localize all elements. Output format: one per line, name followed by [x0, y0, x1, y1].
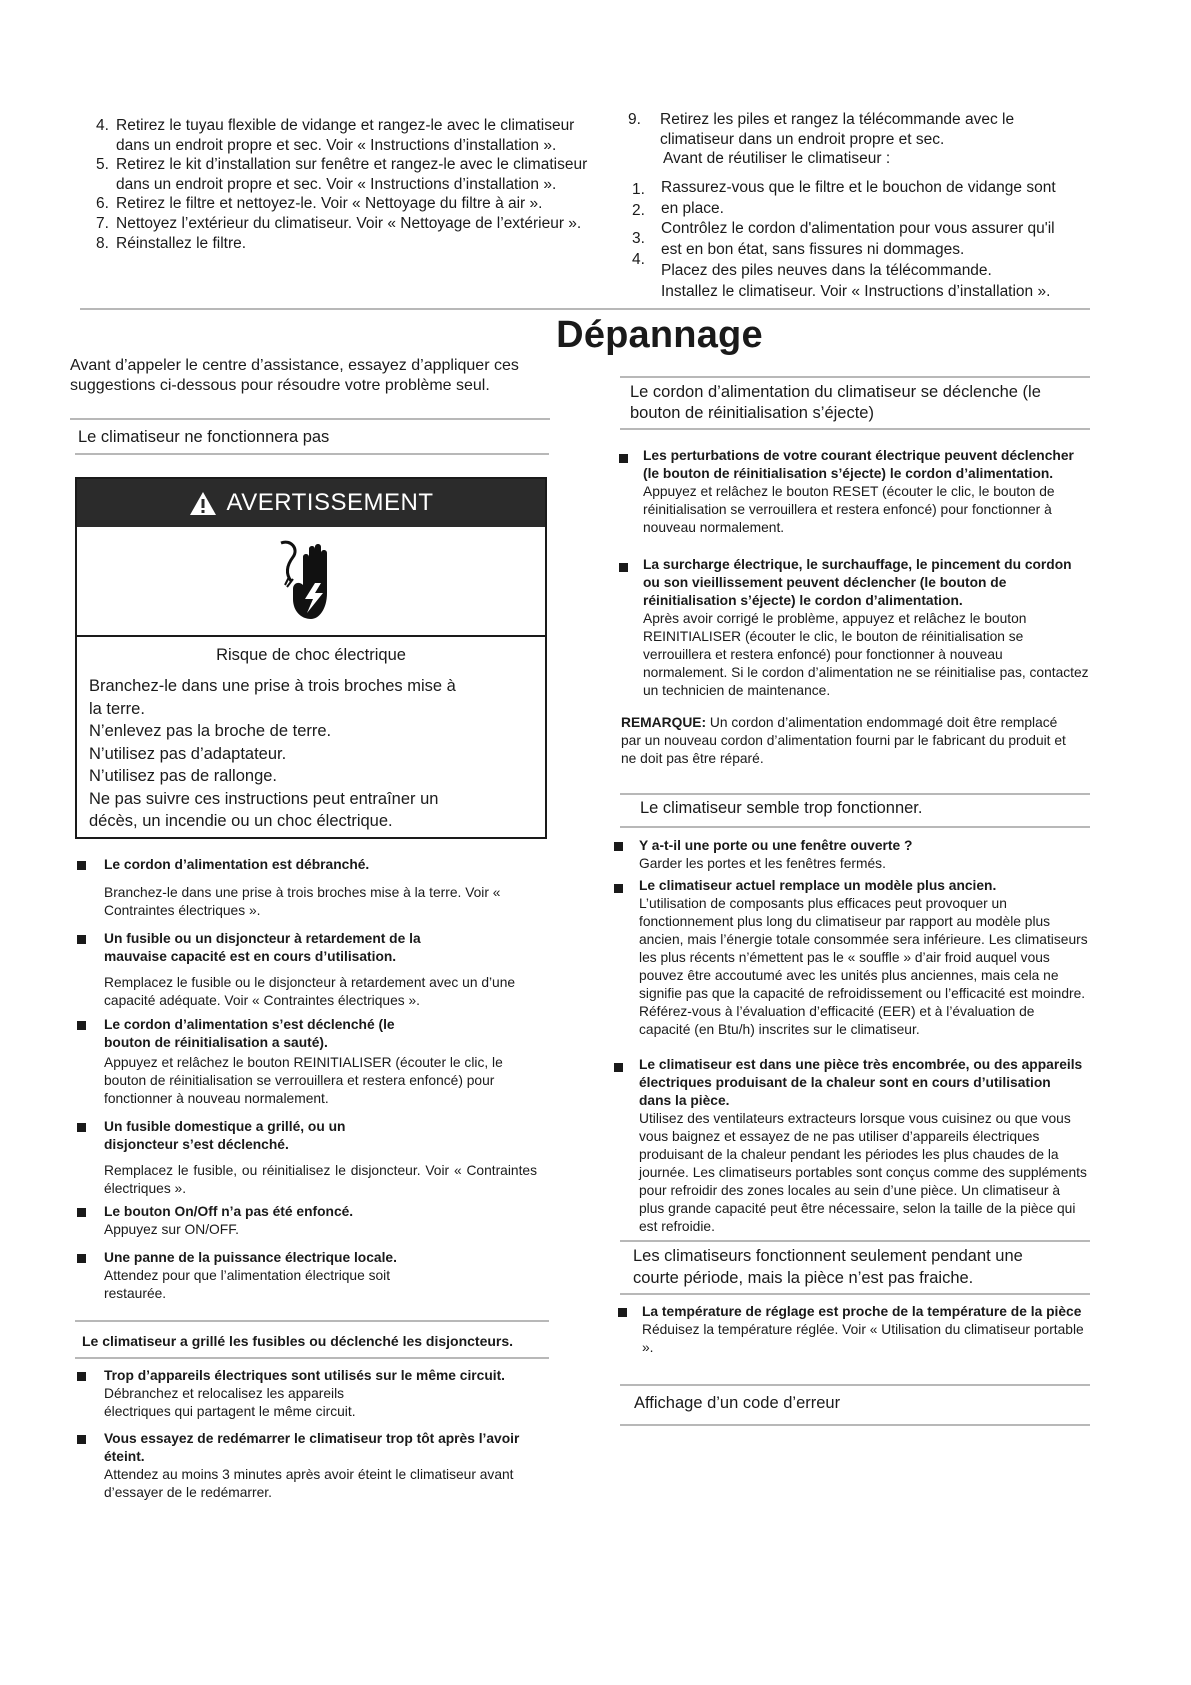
section-divider — [620, 1384, 1090, 1386]
list-item: 8. Réinstallez le filtre. — [96, 234, 247, 252]
bullet-square — [77, 1254, 86, 1263]
top-right-list — [628, 110, 1088, 169]
warning-risk: Risque de choc électrique — [216, 646, 406, 664]
warning-icon-area — [77, 527, 545, 637]
section-heading: Le climatiseur a grillé les fusibles ou déclenché les disjoncteurs. — [82, 1333, 514, 1349]
list-item: Y a-t-il une porte ou une fenêtre ouverte ? Garder les portes et les fenêtres fermés. — [614, 837, 1089, 873]
bullet-square — [619, 563, 628, 572]
list-item: Une panne de la puissance électrique locale. Attendez pour que l’alimentation électrique soit restaurée. — [77, 1249, 537, 1303]
warning-triangle-icon — [189, 491, 217, 516]
list-item: Les perturbations de votre courant électrique peuvent déclencher (le bouton de réinitialisation s’éjecte) le cordon d’alimentation. Appuyez et relâchez le bouton RESET (écouter le clic, le bouton de réinitialisation se verrouillera et restera enfoncé) pour fonctionner à nouveau normalement. — [619, 447, 1089, 537]
intro-divider — [70, 418, 550, 420]
section-divider — [75, 1320, 549, 1322]
bullet-square — [77, 935, 86, 944]
section-divider — [620, 1424, 1090, 1426]
section-heading: Affichage d’un code d’erreur — [634, 1394, 841, 1412]
section-divider — [620, 1240, 1090, 1242]
list-item: La surcharge électrique, le surchauffage, le pincement du cordon ou son vieillissement peuvent déclencher (le bouton de réinitialisation s’éjecte) le cordon d’alimentation. Après avoir corrigé le problème, appuyez et relâchez le bouton REINITIALISER (écouter le clic, le bouton de réinitialisation se verrouillera et restera enfoncé) pour fonctionner à nouveau normalement. Si le cordon d’alimentation ne se réinitialise pas, contactez un technicien de maintenance. — [619, 556, 1089, 700]
list-item: Le cordon d’alimentation s’est déclenché (le bouton de réinitialisation a sauté). Appuyez et relâchez le bouton REINITIALISER (écouter le clic, le bouton de réinitialisation se verrouillera et restera enfoncé) pour fonctionner à nouveau normalement. — [77, 1016, 537, 1108]
intro-text: Avant d’appeler le centre d’assistance, essayez d’appliquer ces suggestions ci-dessous pour résoudre votre problème seul. — [70, 357, 519, 394]
list-item: Vous essayez de redémarrer le climatiseur trop tôt après l’avoir éteint. Attendez au moins 3 minutes après avoir éteint le climatiseur avant d’essayer de le redémarrer. — [77, 1430, 557, 1502]
section-divider — [75, 1357, 549, 1359]
page-title: Dépannage — [556, 314, 763, 356]
section-divider — [620, 1293, 1090, 1295]
list-item: La température de réglage est proche de la température de la pièce Réduisez la température réglée. Voir « Utilisation du climatiseur portable ». — [618, 1303, 1088, 1357]
bullet-square — [77, 1208, 86, 1217]
section-divider — [620, 826, 1090, 828]
reuse-lines: Rassurez-vous que le filtre et le bouchon de vidange sont en place. Contrôlez le cordon d'alimentation pour vous assurer qu'il est en bon état, sans fissures ni dommages. Placez des piles neuves dans la télécommande. Installez le climatiseur. Voir « Instructions d’installation ». — [661, 179, 1056, 300]
list-item: 9. Retirez les piles et rangez la télécommande avec le climatiseur dans un endroit propre et sec. — [628, 111, 1015, 148]
list-item: 6. Retirez le filtre et nettoyez-le. Voir « Nettoyage du filtre à air ». — [96, 195, 543, 213]
list-item: Le bouton On/Off n’a pas été enfoncé. Appuyez sur ON/OFF. — [77, 1203, 537, 1239]
section-heading: Les climatiseurs fonctionnent seulement pendant une courte période, mais la pièce n’est pas fraiche. — [633, 1247, 1023, 1287]
section-divider — [620, 793, 1090, 795]
warning-box — [75, 477, 547, 839]
bullet-square — [77, 1123, 86, 1132]
section-divider — [75, 453, 549, 455]
section-divider — [620, 428, 1090, 430]
bullet-square — [614, 1063, 623, 1072]
bullet-square — [77, 1372, 86, 1381]
section-heading: Le cordon d’alimentation du climatiseur se déclenche (le bouton de réinitialisation s’éjecte) — [630, 383, 1041, 422]
list-item: Un fusible domestique a grillé, ou un disjoncteur s’est déclenché. Remplacez le fusible, ou réinitialisez le disjoncteur. Voir « Contraintes électriques ». — [77, 1118, 537, 1198]
section-divider — [620, 376, 1090, 378]
electric-shock-hand-icon — [275, 537, 355, 629]
bullet-square — [77, 861, 86, 870]
list-item: Trop d’appareils électriques sont utilisés sur le même circuit. Débranchez et relocalisez les appareils électriques qui partagent le même circuit. — [77, 1367, 557, 1421]
bullet-square — [618, 1308, 627, 1317]
warning-header: AVERTISSEMENT — [77, 479, 545, 527]
list-item: Le cordon d’alimentation est débranché. Branchez-le dans une prise à trois broches mise à la terre. Voir « Contraintes électriques ». — [77, 856, 537, 920]
section-heading: Le climatiseur ne fonctionnera pas — [78, 428, 330, 446]
list-item: 5. Retirez le kit d’installation sur fenêtre et rangez-le avec le climatiseur dans un endroit propre et sec. Voir « Instructions d’installation ». — [96, 156, 588, 193]
list-item: 4. Retirez le tuyau flexible de vidange et rangez-le avec le climatiseur dans un endroit propre et sec. Voir « Instructions d’installation ». — [96, 117, 575, 154]
list-item: Le climatiseur est dans une pièce très encombrée, ou des appareils électriques produisant de la chaleur sont en cours d’utilisation dans la pièce. Utilisez des ventilateurs extracteurs lorsque vous cuisinez ou que vous vous baignez et essayez de ne pas utiliser d’appareils électriques produisant de la chaleur pendant les périodes les plus chaudes de la journée. Les climatiseurs portables sont conçus comme des suppléments pour refroidir des zones locales au sein d’une pièce. Un climatiseur à plus grande capacité peut être nécessaire, selon la taille de la pièce qui est refroidie. — [614, 1056, 1089, 1236]
section-heading: Le climatiseur semble trop fonctionner. — [640, 799, 923, 817]
reuse-numbers: 1. 2. 3. 4. — [632, 181, 645, 268]
bullet-square — [77, 1021, 86, 1030]
bullet-square — [619, 454, 628, 463]
list-item: Le climatiseur actuel remplace un modèle plus ancien. L’utilisation de composants plus efficaces peut provoquer un fonctionnement plus long du climatiseur par rapport au modèle plus ancien, mais l’énergie totale consommée sera inférieure. Les climatiseurs les plus récents n’émettent pas le « souffle » d’air froid auquel vous pouvez être accoutumé avec les unités plus anciennes, mais cela ne signifie pas que la capacité de refroidissement ou l’efficacité est moindre. Référez-vous à l’évaluation d’efficacité (EER) et à l’évaluation de capacité (en Btu/h) inscrites sur le climatiseur. — [614, 877, 1089, 1039]
list-item: Un fusible ou un disjoncteur à retardement de la mauvaise capacité est en cours d’utilisation. Remplacez le fusible ou le disjoncteur à retardement avec un d’une capacité adéquate. Voir « Contraintes électriques ». — [77, 930, 537, 1010]
list-item: 7. Nettoyez l’extérieur du climatiseur. Voir « Nettoyage de l’extérieur ». — [96, 214, 582, 232]
warning-text — [77, 637, 545, 833]
warning-lines: Branchez-le dans une prise à trois broches mise à la terre. N’enlevez pas la broche de terre. N’utilisez pas d’adaptateur. N’utilisez pas de rallonge. Ne pas suivre ces instructions peut entraîner un décès, un incendie ou un choc électrique. — [89, 677, 456, 830]
bullet-square — [614, 842, 623, 851]
remark-note: REMARQUE: Un cordon d’alimentation endommagé doit être remplacé par un nouveau cordon d’alimentation fourni par le fabricant du produit et ne doit pas être réparé. — [621, 715, 1066, 766]
top-divider — [80, 308, 1090, 310]
bullet-square — [77, 1435, 86, 1444]
top-left-list — [96, 116, 596, 253]
before-reuse-label: Avant de réutiliser le climatiseur : — [663, 150, 891, 168]
bullet-square — [614, 884, 623, 893]
